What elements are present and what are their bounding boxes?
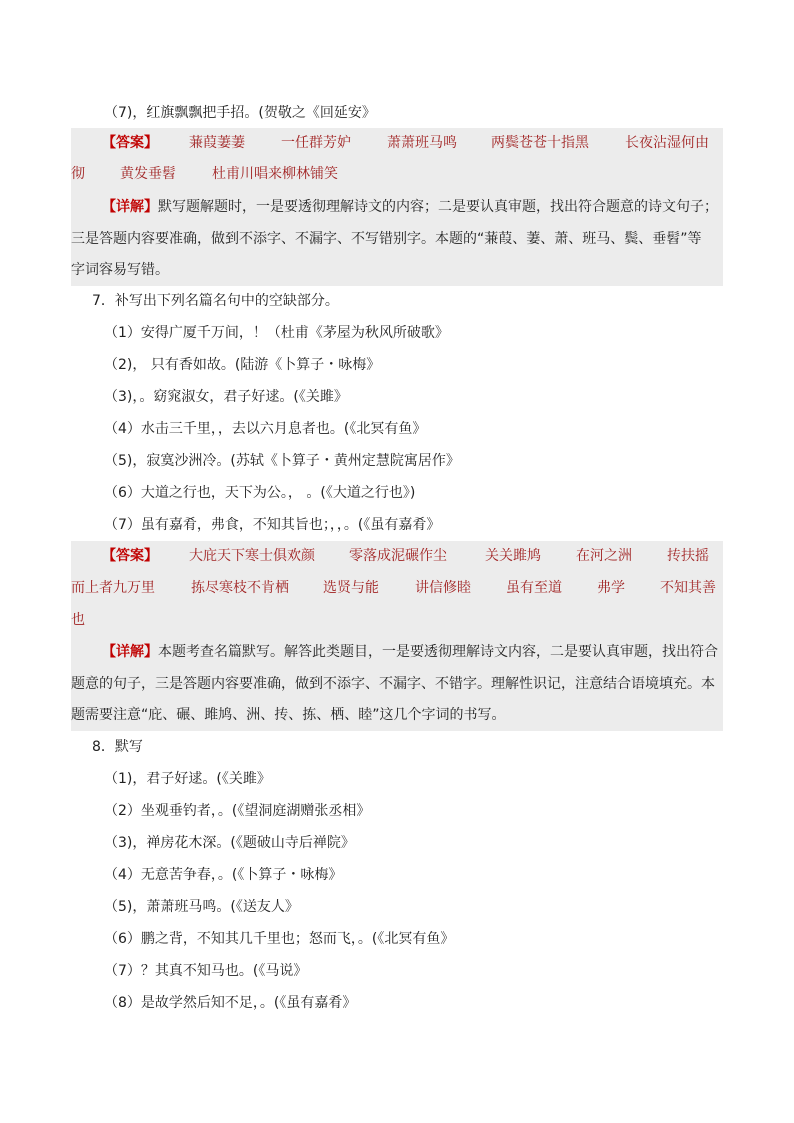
question-7-line: （7)，红旗飘飘把手招。(贺敬之《回延安》 <box>104 105 376 121</box>
question-7-item: （1）安得广厦千万间，！（杜甫《茅屋为秋风所破歌》 <box>104 325 449 341</box>
answer-tag: 【答案】 <box>102 548 158 564</box>
detail-text: 默写题解题时，一是要透彻理解诗文的内容；二是要认真审题，找出符合题意的诗文句子； <box>158 199 718 215</box>
question-7-title: 7．补写出下列名篇名句中的空缺部分。 <box>92 293 339 309</box>
answer-item: 零落成泥碾作尘 <box>349 548 447 564</box>
answer-item: 选贤与能 <box>323 580 379 596</box>
answer-item: 弗学 <box>597 580 625 596</box>
answer-item: 关关雎鸠 <box>485 548 541 564</box>
question-7-item: （2)， 只有香如故。(陆游《卜算子・咏梅》 <box>104 357 381 373</box>
question-8-item: （3)，禅房花木深。(《题破山寺后禅院》 <box>104 835 355 851</box>
answer-item: 一任群芳妒 <box>281 135 351 151</box>
answer-item: 彻 <box>71 166 85 182</box>
question-8-item: （6）鹏之背，不知其几千里也；怒而飞，。(《北冥有鱼》 <box>104 931 455 947</box>
question-8-item: （8）是故学然后知不足，。(《虽有嘉肴》 <box>104 995 357 1011</box>
detail-line-1 <box>71 642 723 662</box>
answer-item: 黄发垂髫 <box>120 166 176 182</box>
answer-item: 两鬓苍苍十指黑 <box>491 135 589 151</box>
answer-item: 不知其善 <box>660 580 716 596</box>
answer-item: 萧萧班马鸣 <box>387 135 457 151</box>
question-7-item: （4）水击三千里，，去以六月息者也。(《北冥有鱼》 <box>104 421 427 437</box>
answer-item: 讲信修睦 <box>415 580 471 596</box>
answer-item: 拣尽寒枝不肯栖 <box>191 580 289 596</box>
answer-item: 大庇天下寒士俱欢颜 <box>189 548 315 564</box>
question-8-item: （4）无意苦争春，。(《卜算子・咏梅》 <box>104 867 343 883</box>
question-7-item: （7）虽有嘉肴，弗食，不知其旨也；，，。(《虽有嘉肴》 <box>104 517 441 533</box>
answer-shaded-block <box>71 128 723 286</box>
detail-tag: 【详解】 <box>102 199 158 215</box>
detail-line-3: 题需要注意“庇、碾、雎鸠、洲、抟、拣、栖、睦”这几个字词的书写。 <box>71 707 506 723</box>
question-8-item: （5)，萧萧班马鸣。(《送友人》 <box>104 899 299 915</box>
question-8-item: （1)，君子好逑。(《关雎》 <box>104 771 271 787</box>
detail-line-1 <box>71 197 723 217</box>
question-7-item: （5)，寂寞沙洲冷。(苏轼《卜算子・黄州定慧院寓居作》 <box>104 453 460 469</box>
answer-item: 抟扶摇 <box>667 548 709 564</box>
answer-tag: 【答案】 <box>102 135 158 151</box>
question-7-item: （3)，。窈窕淑女，君子好逑。(《关雎》 <box>104 389 348 405</box>
answer-shaded-block <box>71 541 723 731</box>
answer-item: 虽有至道 <box>506 580 562 596</box>
question-7-item: （6）大道之行也，天下为公。， 。(《大道之行也》) <box>104 485 416 501</box>
answer-item: 在河之洲 <box>576 548 632 564</box>
answer-item: 也 <box>71 612 85 628</box>
answer-item: 杜甫川唱来柳林铺笑 <box>212 166 338 182</box>
question-8-item: （2）坐观垂钓者，。(《望洞庭湖赠张丞相》 <box>104 803 371 819</box>
answer-item: 长夜沾湿何由 <box>625 135 709 151</box>
detail-tag: 【详解】 <box>102 644 158 660</box>
detail-text: 本题考查名篇默写。解答此类题目，一是要透彻理解诗文内容，二是要认真审题，找出符合 <box>158 644 718 660</box>
detail-line-2: 题意的句子，三是答题内容要准确，做到不添字、不漏字、不错字。理解性识记，注意结合语境填充。本 <box>71 676 715 692</box>
answer-item: 蒹葭萋萋 <box>189 135 245 151</box>
detail-line-2: 三是答题内容要准确，做到不添字、不漏字、不写错别字。本题的“蒹葭、萋、萧、班马、鬓、垂髫”等 <box>71 231 702 247</box>
question-8-item: （7）？其真不知马也。(《马说》 <box>104 963 308 979</box>
answer-item: 而上者九万里 <box>71 580 155 596</box>
detail-line-3: 字词容易写错。 <box>71 262 169 278</box>
question-8-title: 8．默写 <box>92 739 143 755</box>
